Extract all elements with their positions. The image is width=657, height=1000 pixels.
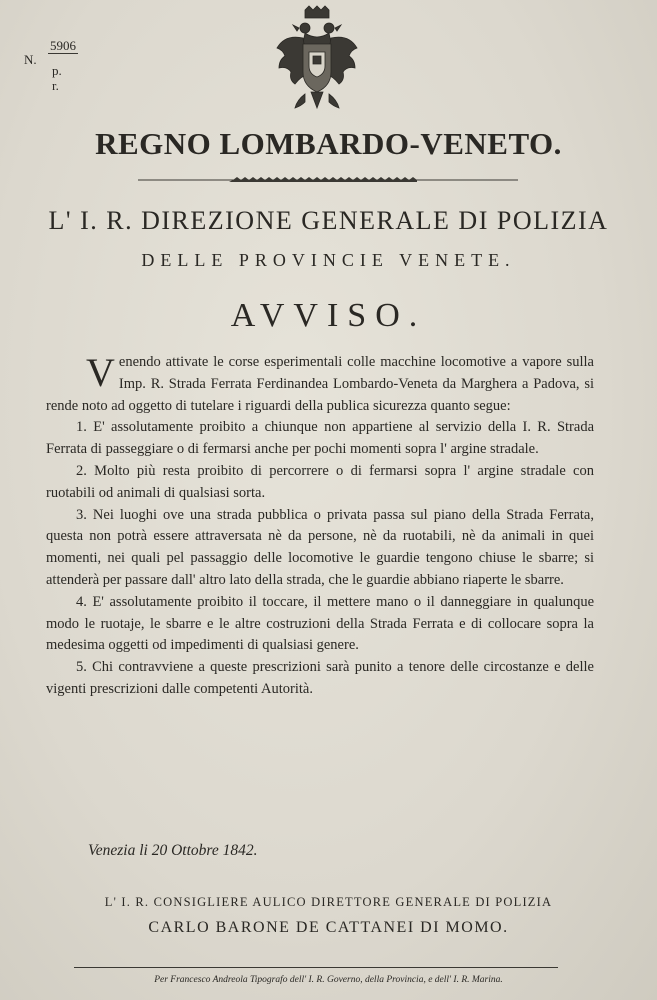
reference-prefix: N. — [24, 52, 37, 67]
article-4: 4. E' assolutamente proibito il toccare, il mettere mano o il danneggiare in qualunque modo le ruotaje, le sbarre e le altre costruzioni della Strada Ferrata e di collocare sopra la medesima oggetti od impedimenti di qualsiasi genere. — [46, 593, 594, 654]
authority-heading: L' I. R. DIREZIONE GENERALE DI POLIZIA — [48, 206, 609, 235]
issue-date: Venezia li 20 Ottobre 1842. — [88, 842, 258, 859]
article-1: 1. E' assolutamente proibito a chiunque non appartiene al servizio della I. R. Strada Ferrata di passeggiare o di fermarsi anche per pochi momenti sopra l' argine stradale. — [46, 419, 594, 458]
kingdom-title: REGNO LOMBARDO-VENETO. — [95, 126, 562, 161]
drop-cap: V — [86, 350, 115, 395]
intro-paragraph — [46, 352, 594, 417]
double-headed-eagle-icon — [275, 4, 359, 114]
notice-body — [46, 352, 594, 701]
signatory-name: CARLO BARONE DE CATTANEI DI MOMO. — [148, 919, 509, 936]
signatory-title: L' I. R. CONSIGLIERE AULICO DIRETTORE GENERALE DI POLIZIA — [104, 895, 553, 909]
article-3: 3. Nei luoghi ove una strada pubblica o privata passa sul piano della Strada Ferrata, questa non potrà essere attraversata nè da persone, nè da ruotabili, nè da animali in quei momenti, nei quali pel passaggio delle locomotive le guardie tengono chiuse le sbarre; si attenderà per passare dall' altro lato della strada, che le guardie abbiano riaperte le sbarre. — [46, 506, 594, 588]
notice-title: AVVISO. — [230, 297, 427, 334]
footer-rule — [74, 967, 558, 968]
reference-value: 5906 — [50, 38, 76, 53]
provinces-subheading: DELLE PROVINCIE VENETE. — [141, 250, 516, 270]
printer-imprint: Per Francesco Andreola Tipografo dell' I. R. Governo, della Provincia, e dell' I. R. Marina. — [154, 975, 503, 985]
article-2: 2. Molto più resta proibito di percorrere o di fermarsi sopra l' argine stradale con ruotabili od animali di qualsiasi sorta. — [46, 462, 594, 501]
intro-text: enendo attivate le corse esperimentali colle macchine locomotive a vapore sulla Imp. R. Strada Ferrata Ferdinandea Lombardo-Veneta da Marghera a Padova, si rende noto ad oggetto di tutelare i riguardi della publica sicurezza quanto segue: — [46, 354, 594, 414]
ornamental-rule — [138, 174, 518, 186]
article-5: 5. Chi contravviene a queste prescrizioni sarà punito a tenore delle circostanze e delle vigenti prescrizioni dalle competenti Autorità. — [46, 659, 594, 697]
reference-suffix: p. r. — [52, 63, 62, 93]
